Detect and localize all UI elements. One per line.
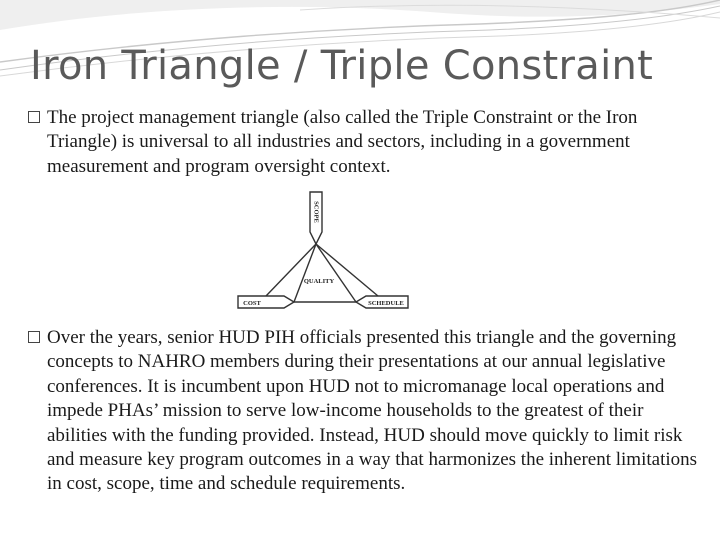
- triangle-left-edge-outer: [266, 244, 316, 296]
- checkbox-icon: [28, 331, 40, 343]
- cost-label: COST: [243, 300, 261, 307]
- quality-label: QUALITY: [303, 278, 335, 285]
- triangle-left-edge: [294, 244, 316, 302]
- slide-title: Iron Triangle / Triple Constraint: [30, 43, 654, 89]
- bullet-item: [28, 326, 700, 497]
- schedule-label: SCHEDULE: [368, 300, 404, 307]
- bullet-text: Over the years, senior HUD PIH officials presented this triangle and the governing concepts to NAHRO members during their presentations at our annual legislative conferences. It is incumbent upon HUD not to micromanage local operations and impede PHAs’ mission to serve low-income households to the greatest of their abilities with the funding provided. Instead, HUD should move quickly to limit risk and measure key program outcomes in a way that harmonizes the inherent limitations in cost, scope, time and schedule requirements.: [47, 327, 698, 495]
- iron-triangle-diagram: [228, 186, 414, 314]
- scope-label: SCOPE: [312, 201, 320, 223]
- checkbox-icon: [28, 111, 40, 123]
- bullet-text: The project management triangle (also called the Triple Constraint or the Iron Triangle) is universal to all industries and sectors, including in a government measurement and program oversight context.: [47, 107, 638, 177]
- bullet-item: [28, 106, 700, 179]
